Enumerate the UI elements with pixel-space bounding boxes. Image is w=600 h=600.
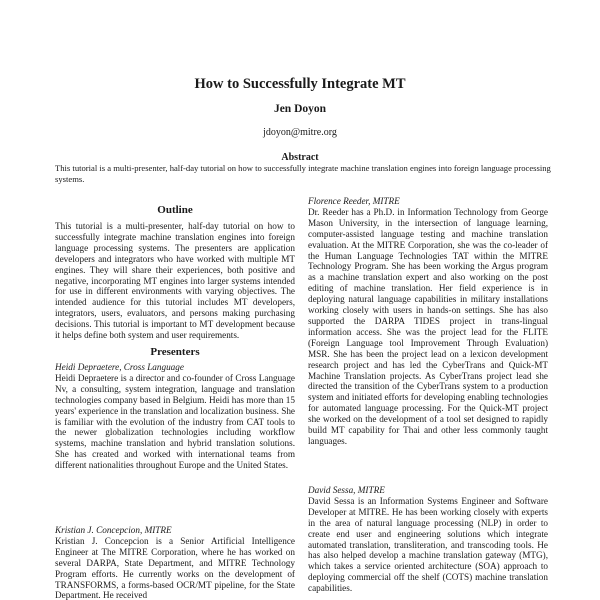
presenters-heading: Presenters — [150, 346, 200, 358]
presenter-bio: Dr. Reeder has a Ph.D. in Information Technology from George Mason University, in the intersection of language learning, computer-assisted language testing and machine translation evaluation. At the MITRE Corporation, she was the co-leader of the Human Language Technologies TAT within the MITRE Technology Program. She has been working the Argus program as a machine translation expert and also working on the post editing of machine translation. Her field experience is in deploying natural language capabilities in military installations working closely with users in hands-on settings. She has also supported the DARPA TIDES project in trans-lingual information access. She was the project lead for the FLITE (Foreign Language tool Improvement Through Evaluation) MSR. She has been the project lead on a lexicon development research project and has led the CyberTrans and Quick-MT Machine Translation projects. As CyberTrans project lead she directed the transition of the CyberTrans system to a production system and initiated efforts for developing enabling technologies for automated language processing. For the Quick-MT project she worked on the development of a tool set designed to rapidly build MT capability for Thai and other less commonly taught languages. — [308, 206, 548, 446]
presenter-bio: David Sessa is an Information Systems Engineer and Software Developer at MITRE. He has been working closely with experts in the area of natural language processing (NLP) in order to create end user and engineering solutions which integrate automated translation, transliteration, and transcoding tools. He has also helped develop a machine translation gateway (MTG), which takes a service oriented architecture (SOA) approach to deploying commercial off the shelf (COTS) machine translation capabilities. — [308, 495, 548, 594]
presenter-byline: David Sessa, MITRE — [308, 485, 385, 495]
abstract-heading: Abstract — [281, 152, 319, 163]
presenter-bio: Kristian J. Concepcion is a Senior Artificial Intelligence Engineer at The MITRE Corporation, where he has worked on several DARPA, State Department, and MITRE Technology Program efforts. He currently works on the development of TRANSFORMS, a forms-based OCR/MT pipeline, for the State Department. He received — [55, 535, 295, 600]
abstract-text: This tutorial is a multi-presenter, half-day tutorial on how to successfully integrate machine translation engines into foreign language processing systems. — [55, 163, 551, 184]
presenter-entry — [308, 485, 548, 600]
outline-text: This tutorial is a multi-presenter, half-day tutorial on how to successfully integrate machine translation engines into foreign language processing systems. The presenters are application developers and integrators who have worked with multiple MT engines. They will share their experiences, both positive and negative, incorporating MT engines into larger systems intended for use in different environments with varying objectives. The intended audience for this tutorial includes MT developers, integrators, users, evaluators, and persons making purchasing decisions. This tutorial is important to MT development because it helps define both system and user requirements. — [55, 221, 295, 341]
author-name: Jen Doyon — [273, 103, 327, 115]
paper-title: How to Successfully Integrate MT — [194, 76, 406, 92]
presenter-entry — [55, 362, 295, 526]
presenter-entry — [308, 196, 548, 486]
outline-heading: Outline — [157, 204, 193, 216]
presenter-entry — [55, 525, 295, 600]
presenter-byline: Florence Reeder, MITRE — [308, 196, 400, 206]
presenter-byline: Heidi Depraetere, Cross Language — [55, 362, 184, 372]
author-email: jdoyon@mitre.org — [263, 127, 337, 138]
presenter-byline: Kristian J. Concepcion, MITRE — [55, 525, 172, 535]
presenter-bio: Heidi Depraetere is a director and co-founder of Cross Language Nv, a consulting, system integration, language and translation technologies company based in Belgium. Heidi has more than 15 years' experience in the translation and localization business. She is familiar with the evolution of the industry from CAT tools to the newer globalization technologies including workflow systems, machine translation and hybrid translation solutions. She has created and worked with international teams from different nationalities throughout Europe and the United States. — [55, 372, 295, 471]
